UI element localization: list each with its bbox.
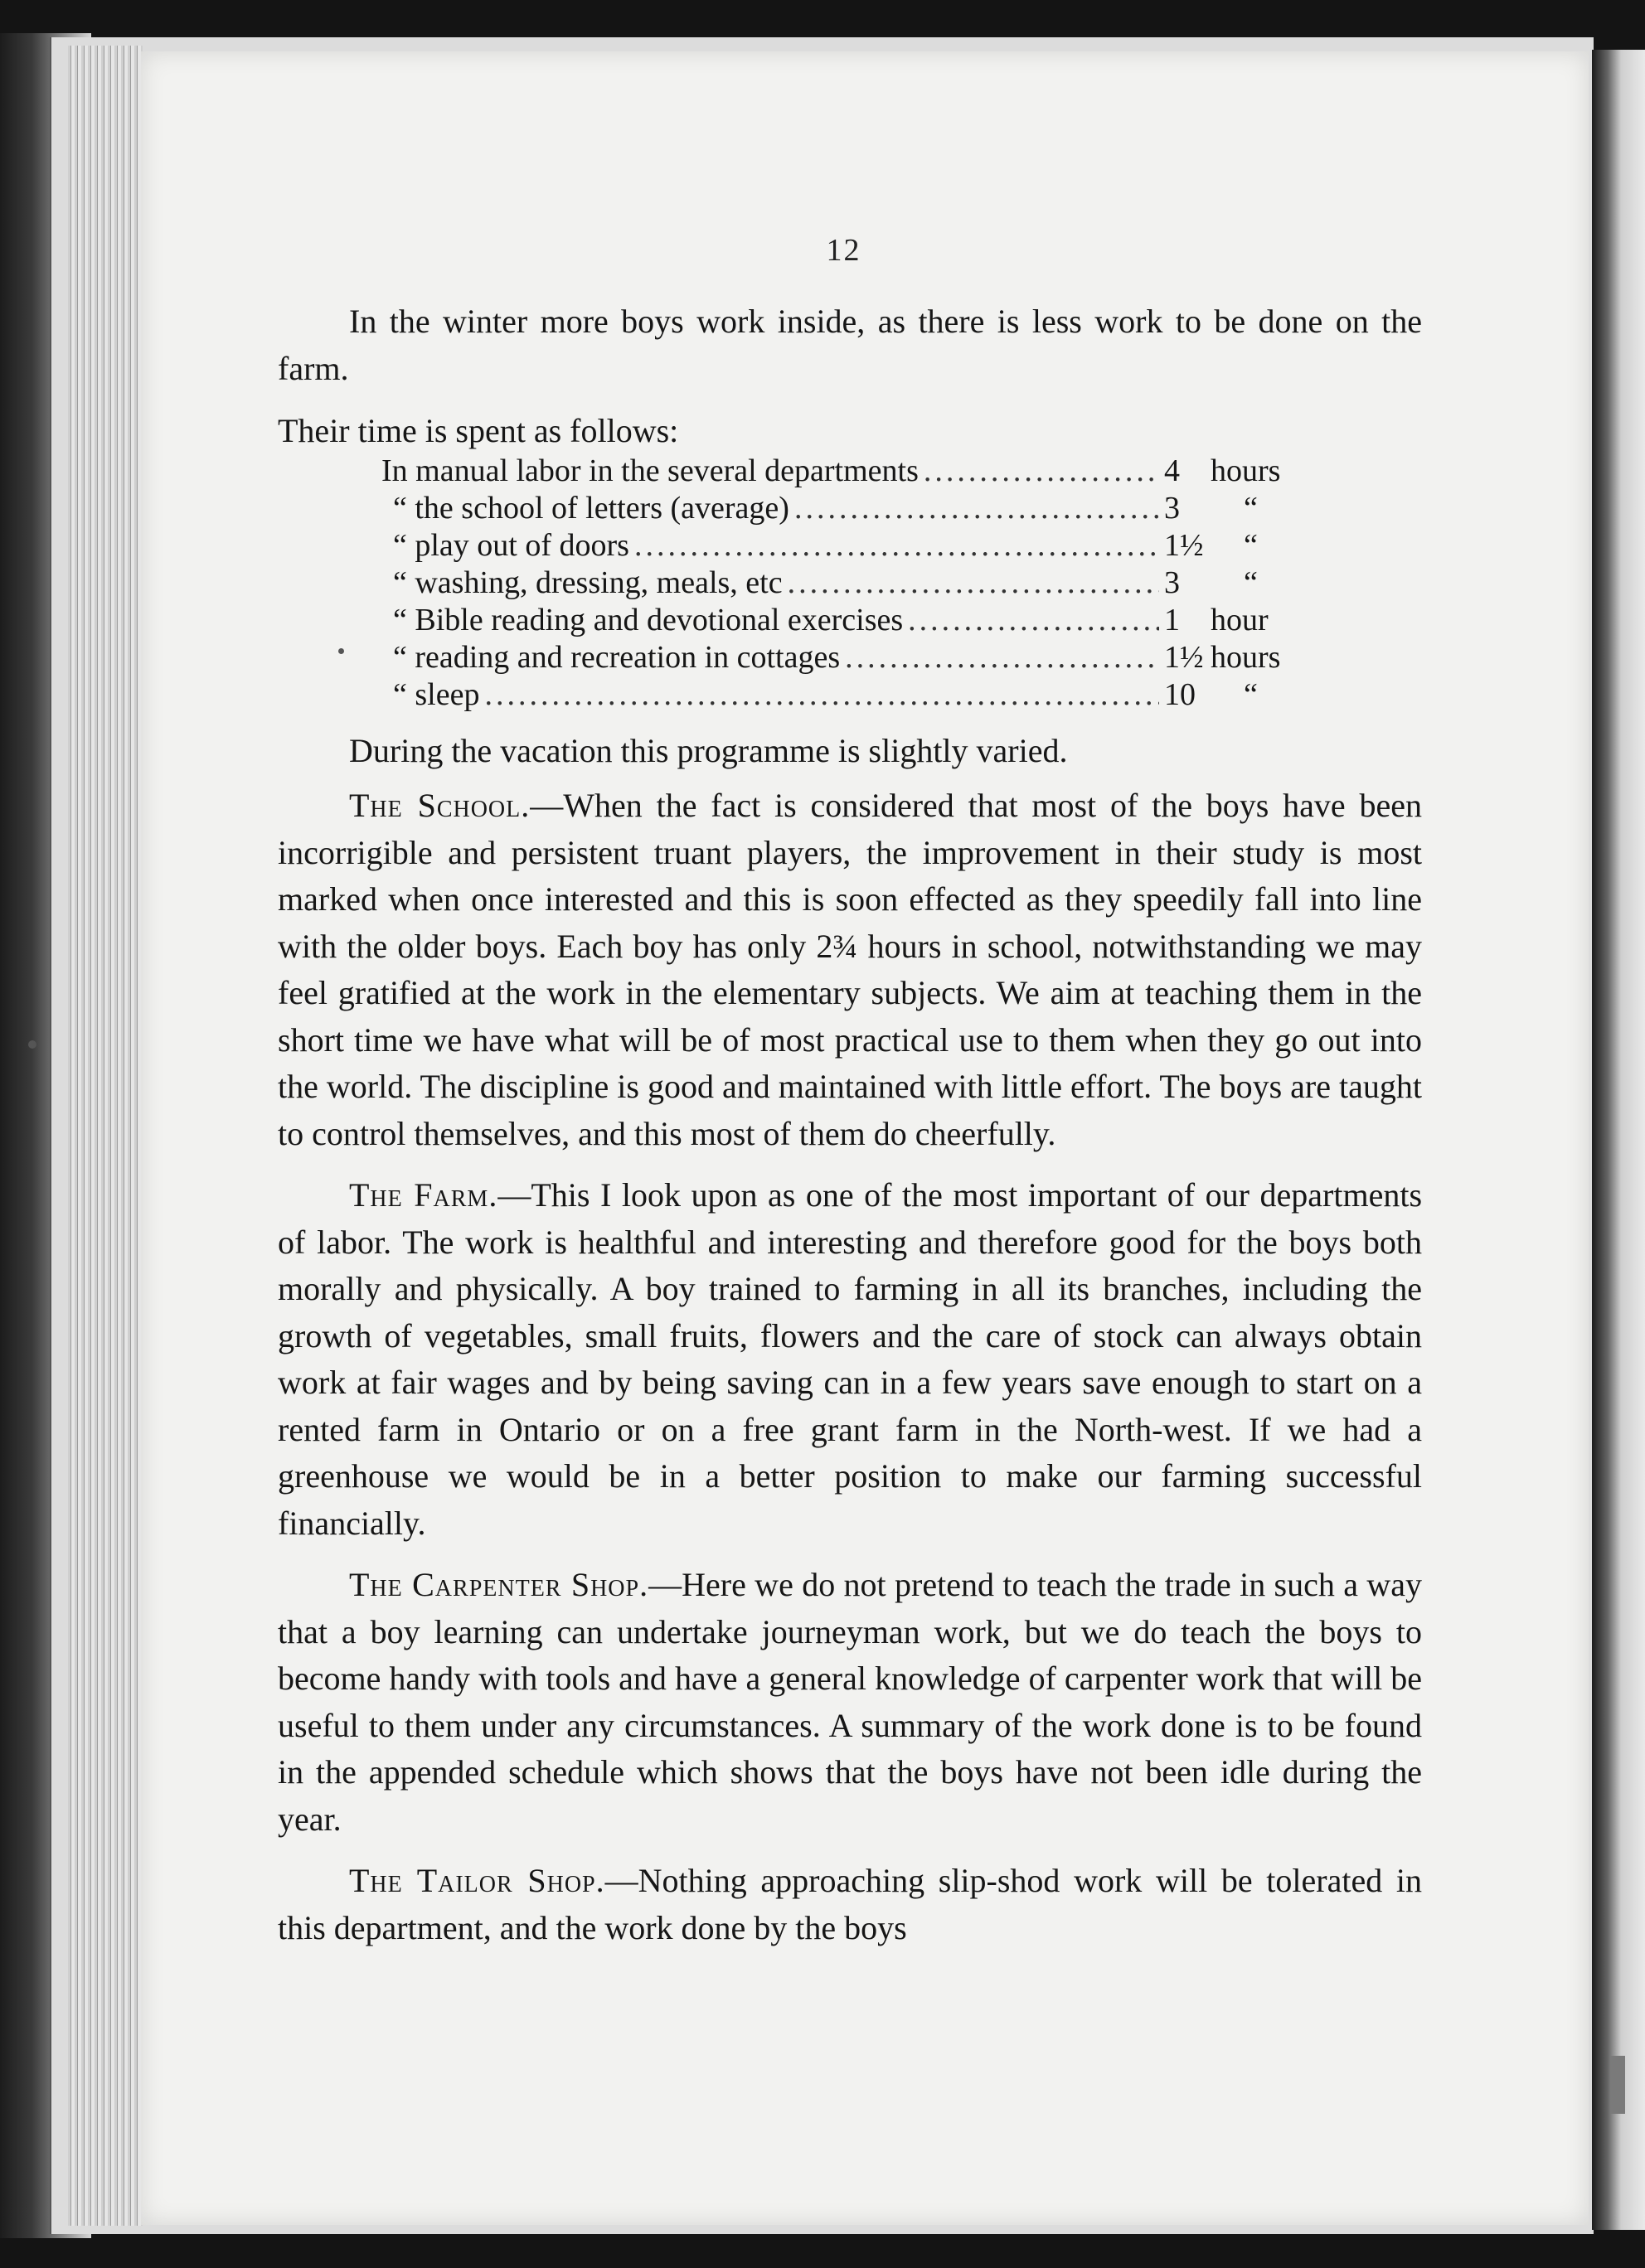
schedule-qty: 1½ <box>1164 640 1204 675</box>
schedule-unit: “ <box>1244 677 1258 712</box>
schedule-unit: hours <box>1211 453 1281 488</box>
leader-dots <box>634 527 1159 565</box>
section-school <box>278 783 1422 1157</box>
schedule-qty: 4 <box>1164 453 1180 488</box>
vacation-paragraph: During the vacation this programme is slightly varied. <box>349 732 1068 769</box>
section-carpenter-shop <box>278 1562 1422 1843</box>
schedule-unit: “ <box>1244 565 1258 600</box>
schedule-row <box>381 490 1318 527</box>
section-farm <box>278 1172 1422 1547</box>
section-heading: The School. <box>349 787 531 824</box>
page-number: 12 <box>826 233 861 268</box>
section-heading: The Carpenter Shop. <box>349 1566 649 1603</box>
schedule-row <box>381 602 1318 639</box>
schedule-label: In manual labor in the several departments <box>381 453 919 488</box>
schedule-unit: “ <box>1244 491 1258 526</box>
schedule-qty: 3 <box>1164 565 1180 600</box>
schedule-unit: “ <box>1244 528 1258 563</box>
section-tailor-shop <box>278 1858 1422 1951</box>
stray-mark <box>338 648 344 654</box>
section-heading: The Tailor Shop. <box>349 1862 605 1899</box>
leader-dots <box>924 453 1159 490</box>
section-text: —Here we do not pretend to teach the trade in such a way that a boy learning can undertake journeyman work, but we do teach the boys to become handy with tools and have a general knowledge of carpenter work that will be useful to them under any circumstances. A summary of the work done is to be found in the appended schedule which shows that the boys have not been idle during the year. <box>278 1566 1422 1838</box>
section-heading: The Farm. <box>349 1176 498 1214</box>
schedule-intro: Their time is spent as follows: <box>278 412 679 449</box>
schedule-qty: 3 <box>1164 491 1180 526</box>
schedule-label: “ play out of doors <box>393 528 629 563</box>
department-sections <box>278 783 1422 1966</box>
schedule-label: “ reading and recreation in cottages <box>393 640 841 675</box>
section-text: —Nothing approaching slip-shod work will be tolerated in this department, and the work done by the boys <box>278 1862 1422 1946</box>
schedule-label: “ washing, dressing, meals, etc <box>393 565 783 600</box>
intro-paragraph: In the winter more boys work inside, as there is less work to be done on the farm. <box>278 303 1422 387</box>
leader-dots <box>484 676 1159 714</box>
leader-dots <box>908 602 1159 639</box>
schedule-row <box>381 639 1318 676</box>
section-text: —When the fact is considered that most of the boys have been incorrigible and persistent truant players, the improvement in their study is most marked when once interested and this is soon effected as they speedily fall into line with the older boys. Each boy has only 2¾ hours in school, notwithstanding we may feel gratified at the work in the elementary subjects. We aim at teaching them in the short time we have what will be of most practical use to them when they go out into the world. The discipline is good and maintained with little effort. The boys are taught to control themselves, and this most of them do cheerfully. <box>278 787 1422 1152</box>
time-schedule <box>381 453 1318 714</box>
schedule-qty: 1 <box>1164 603 1180 637</box>
page-clip <box>1610 2056 1625 2114</box>
schedule-unit: hour <box>1211 603 1269 637</box>
schedule-row <box>381 565 1318 602</box>
schedule-qty: 10 <box>1164 677 1196 712</box>
schedule-row <box>381 453 1318 490</box>
schedule-row <box>381 527 1318 565</box>
book-right-edge <box>1592 50 1645 2230</box>
leader-dots <box>794 490 1159 527</box>
schedule-unit: hours <box>1211 640 1281 675</box>
section-text: —This I look upon as one of the most important of our departments of labor. The work is healthful and interesting and therefore good for the boys both morally and physically. A boy trained to farming in all its branches, including the growth of vegetables, small fruits, flowers and the care of stock can always obtain work at fair wages and by being saving can in a few years save enough to start on a rented farm in Ontario or on a free grant farm in the North-west. If we had a greenhouse we would be in a better position to make our farming successful financially. <box>278 1176 1423 1542</box>
leader-dots <box>788 565 1159 602</box>
schedule-label: “ sleep <box>393 677 480 712</box>
schedule-qty: 1½ <box>1164 528 1204 563</box>
schedule-label: “ Bible reading and devotional exercises <box>393 603 904 637</box>
leader-dots <box>845 639 1159 676</box>
schedule-row <box>381 676 1318 714</box>
stray-mark <box>28 1040 36 1049</box>
schedule-label: “ the school of letters (average) <box>393 491 789 526</box>
